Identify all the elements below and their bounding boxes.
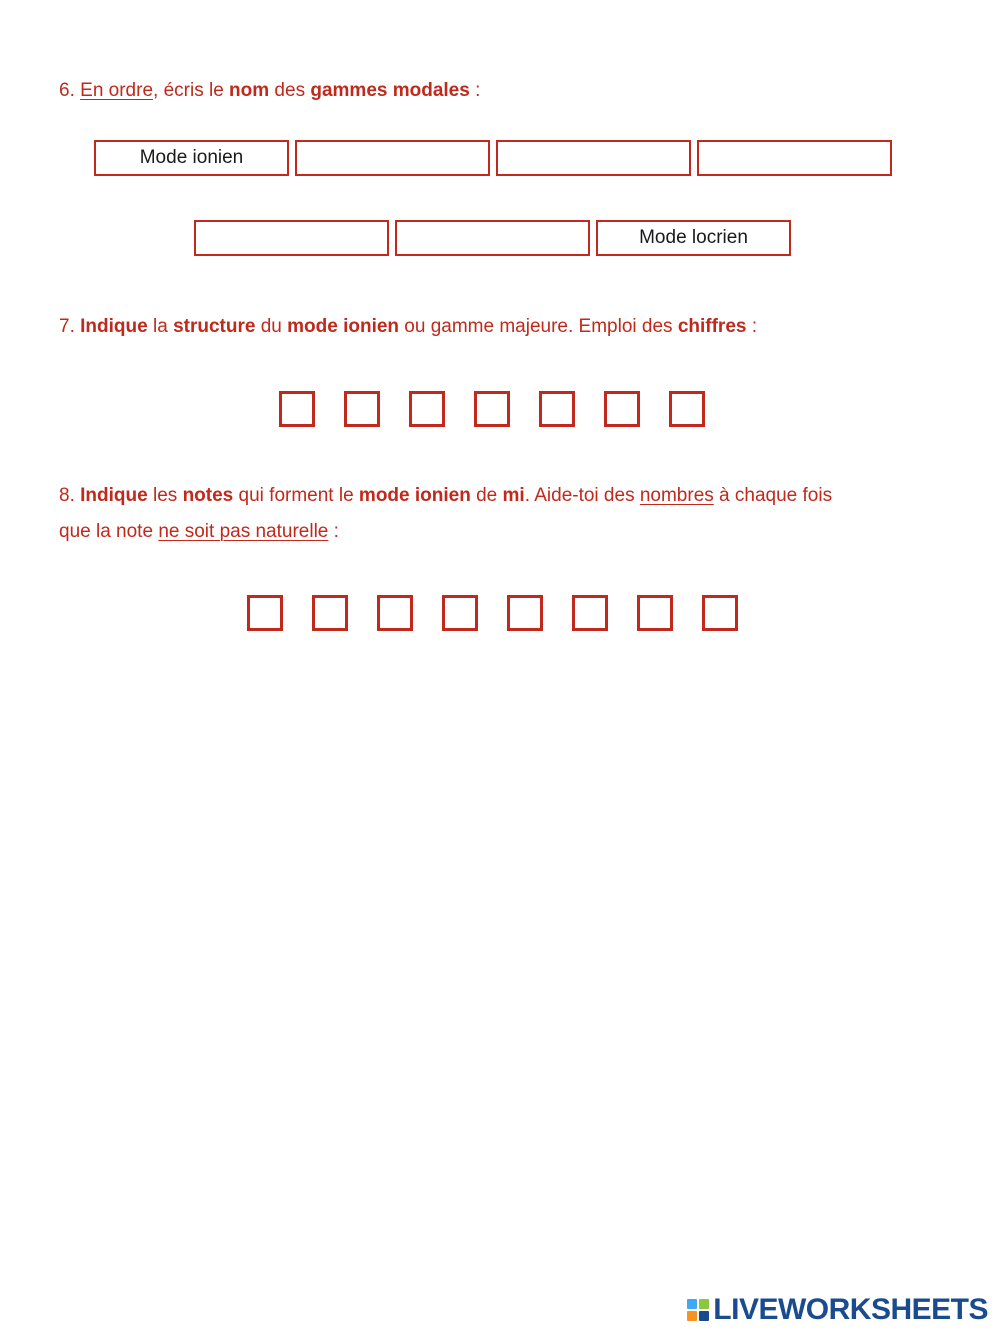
liveworksheets-logo[interactable] [687,1293,988,1327]
note-box-1[interactable] [247,595,283,631]
note-box-8[interactable] [702,595,738,631]
structure-box-7[interactable] [669,391,705,427]
underline-en-ordre: En ordre [80,80,154,101]
structure-box-4[interactable] [474,391,510,427]
mode-field-5[interactable] [194,220,389,256]
note-box-7[interactable] [637,595,673,631]
note-box-2[interactable] [312,595,348,631]
note-box-5[interactable] [507,595,543,631]
mode-field-7: Mode locrien [596,220,791,256]
structure-box-1[interactable] [279,391,315,427]
question-8-prompt-line-2: que la note ne soit pas naturelle : [59,521,339,542]
structure-box-3[interactable] [409,391,445,427]
mode-field-2[interactable] [295,140,490,176]
structure-box-6[interactable] [604,391,640,427]
liveworksheets-logo-icon [687,1299,709,1321]
mode-field-6[interactable] [395,220,590,256]
question-8-prompt-line-1: 8. Indique les notes qui forment le mode ionien de mi. Aide-toi des nombres à chaque fois [59,485,833,506]
structure-box-5[interactable] [539,391,575,427]
liveworksheets-logo-text: LIVEWORKSHEETS [713,1293,988,1326]
note-box-4[interactable] [442,595,478,631]
mode-field-4[interactable] [697,140,892,176]
question-7-prompt: 7. Indique la structure du mode ionien ou gamme majeure. Emploi des chiffres : [59,316,758,337]
structure-box-2[interactable] [344,391,380,427]
mode-field-1: Mode ionien [94,140,289,176]
note-box-3[interactable] [377,595,413,631]
question-6-prompt: 6. En ordre, écris le nom des gammes modales : [59,80,481,101]
mode-field-3[interactable] [496,140,691,176]
note-box-6[interactable] [572,595,608,631]
